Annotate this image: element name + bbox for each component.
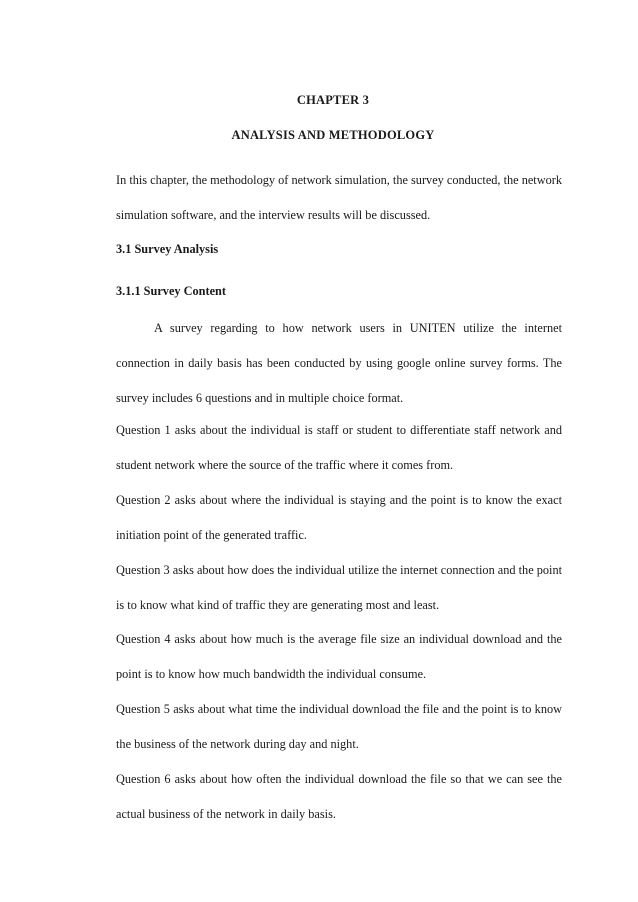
intro-paragraph: In this chapter, the methodology of network simulation, the survey conducted, the network simulation software, and the interview results will be discussed. xyxy=(116,173,562,222)
question-6-paragraph: Question 6 asks about how often the individual download the file so that we can see the actual business of the network in daily basis. xyxy=(116,772,562,821)
question-1-paragraph: Question 1 asks about the individual is staff or student to differentiate staff network and student network where the source of the traffic where it comes from. xyxy=(116,423,562,472)
section-heading-3-1-1: 3.1.1 Survey Content xyxy=(116,284,226,298)
question-4-paragraph: Question 4 asks about how much is the average file size an individual download and the point is to know how much bandwidth the individual consume. xyxy=(116,632,562,681)
question-5-paragraph: Question 5 asks about what time the individual download the file and the point is to know the business of the network during day and night. xyxy=(116,702,562,751)
question-2-paragraph: Question 2 asks about where the individual is staying and the point is to know the exact initiation point of the generated traffic. xyxy=(116,493,562,542)
survey-paragraph: A survey regarding to how network users in UNITEN utilize the internet connection in daily basis has been conducted by using google online survey forms. The survey includes 6 questions and in multiple choice format. xyxy=(116,321,562,405)
question-3-paragraph: Question 3 asks about how does the individual utilize the internet connection and the point is to know what kind of traffic they are generating most and least. xyxy=(116,563,563,612)
chapter-title: ANALYSIS AND METHODOLOGY xyxy=(231,128,435,142)
chapter-heading: CHAPTER 3 xyxy=(296,93,370,107)
section-heading-3-1: 3.1 Survey Analysis xyxy=(116,242,219,256)
